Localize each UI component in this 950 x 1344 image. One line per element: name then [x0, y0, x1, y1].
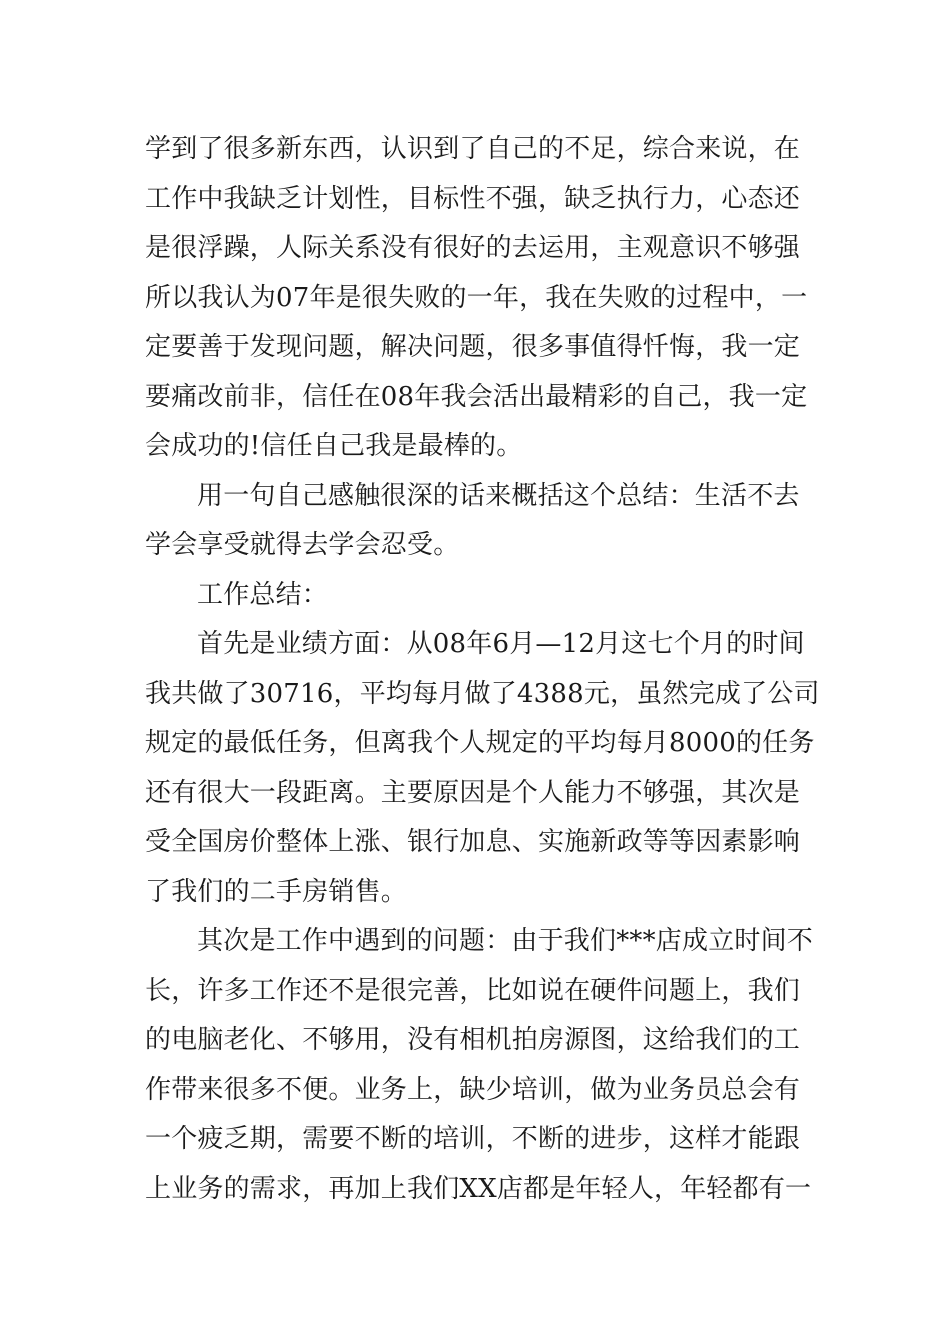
text-line: 了我们的二手房销售。	[145, 876, 408, 907]
paragraph	[145, 917, 815, 1214]
text-line: 是很浮躁，人际关系没有很好的去运用，主观意识不够强	[145, 233, 801, 263]
text-line: 的电脑老化、不够用，没有相机拍房源图，这给我们的工	[145, 1025, 801, 1055]
text-line: 规定的最低任务，但离我个人规定的平均每月8000的任务	[145, 728, 815, 758]
text-line: 首先是业绩方面：从08年6月—12月这七个月的时间	[197, 629, 805, 659]
paragraph	[145, 571, 815, 621]
text-line: 我共做了30716，平均每月做了4388元，虽然完成了公司	[145, 678, 820, 709]
text-line: 受全国房价整体上涨、银行加息、实施新政等等因素影响	[145, 827, 801, 857]
text-line: 工作中我缺乏计划性，目标性不强，缺乏执行力，心态还	[145, 183, 801, 214]
text-line: 用一句自己感触很深的话来概括这个总结：生活不去	[197, 480, 800, 511]
text-line: 长，许多工作还不是很完善，比如说在硬件问题上，我们	[145, 975, 801, 1006]
text-line: 所以我认为07年是很失败的一年，我在失败的过程中，一	[145, 282, 808, 313]
text-line: 其次是工作中遇到的问题：由于我们***店成立时间不	[197, 926, 814, 956]
section-heading: 工作总结：	[197, 579, 329, 610]
text-line: 会成功的!信任自己我是最棒的。	[145, 431, 523, 461]
paragraph	[145, 472, 815, 571]
text-line: 定要善于发现问题，解决问题，很多事值得忏悔，我一定	[145, 332, 801, 362]
text-line: 学会享受就得去学会忍受。	[145, 530, 460, 560]
text-line: 上业务的需求，再加上我们XX店都是年轻人，年轻都有一	[145, 1173, 812, 1204]
text-line: 还有很大一段距离。主要原因是个人能力不够强，其次是	[145, 777, 801, 808]
text-line: 作带来很多不便。业务上，缺少培训，做为业务员总会有	[145, 1074, 801, 1105]
text-line: 一个疲乏期，需要不断的培训，不断的进步，这样才能跟	[145, 1124, 801, 1154]
text-line: 要痛改前非，信任在08年我会活出最精彩的自己，我一定	[145, 381, 808, 412]
text-line: 学到了很多新东西，认识到了自己的不足，综合来说，在	[145, 134, 801, 164]
paragraph	[145, 620, 820, 917]
document-body	[145, 125, 820, 1214]
paragraph	[145, 125, 815, 472]
